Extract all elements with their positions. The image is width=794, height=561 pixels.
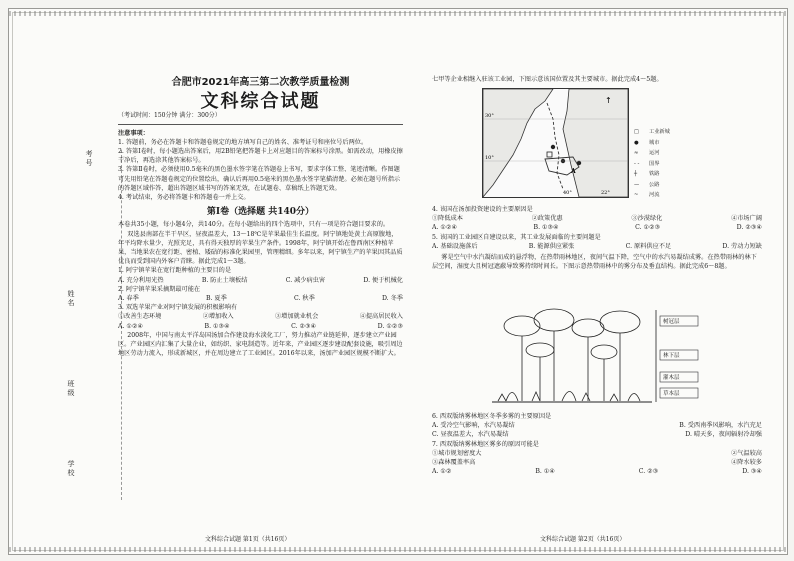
question: 5. 该国的工业园区自建设以来，其工业发展面临的主要问题是 (432, 233, 601, 241)
note-item: 2. 答第Ⅰ卷时，每小题选出答案后，用2B铅笔把答题卡上对应题目的答案标号涂黑。如需改动，用橡皮擦干净后，再选涂其他答案标号。 (118, 148, 403, 165)
option: D. 劳动力短缺 (722, 242, 762, 250)
legend-item: — 公路 (634, 181, 660, 188)
question: 6. 西双版纳雾林地区冬季多雾的主要原因是 (432, 413, 552, 420)
legend-item: ● 城市 (634, 139, 660, 146)
option: B. 能源供应紧张 (528, 242, 575, 250)
options (432, 214, 762, 223)
binding-label-name: 姓名 (67, 290, 75, 308)
layer-label: 灌木层 (663, 375, 680, 381)
option: D. ①②③ (377, 322, 403, 330)
option: D. 冬季 (381, 295, 403, 303)
option: A. ①②④ (432, 224, 458, 232)
option: A. ①② (432, 468, 452, 476)
option: B. ①③④ (204, 322, 230, 330)
binding-label-school: 学校 (67, 460, 75, 478)
map-label: 22° (601, 190, 610, 196)
question: 3. 双选苹果产业对阿宁镇发展的积极影响有 (118, 304, 238, 312)
page-footer-right: 文科综合试题 第2页（共16页） (540, 536, 626, 543)
option: D. ②③④ (736, 224, 762, 232)
map-label: 40° (563, 190, 572, 196)
option: C. ②③④ (291, 322, 317, 330)
subject-title: 文科综合试题 (200, 91, 321, 113)
tree-crown (591, 345, 617, 359)
north-arrow-icon: ↑ (605, 96, 612, 105)
options (432, 467, 762, 476)
note-item: 3. 答第Ⅱ卷时，必须使用0.5毫米的黑色墨水签字笔在答题卷上书写，要求字体工整、笔迹清晰。作图题可先用铅笔在答题卷规定的位置绘出，确认后再用0.5毫米的黑色墨水签字笔描清楚。必须在题号所指示的答题区域作答，超出答题区域书写的答案无效，在试题卷、草稿纸上答题无效。 (118, 166, 401, 192)
legend-item: ┼ 铁路 (634, 171, 660, 177)
exam-meta: （考试时间：150分钟 满分：300分） (118, 112, 221, 120)
option: D. 晴天多，夜间辐射冷却强 (685, 431, 762, 439)
tree-crown (504, 316, 540, 336)
option: B. 夏季 (205, 295, 227, 303)
legend-item: ~ 河流 (634, 192, 660, 198)
options (118, 294, 403, 303)
options (432, 449, 762, 458)
option: A. ①②④ (118, 322, 144, 330)
note-item: 1. 答题前，务必在答题卡和答题卷规定的地方填写自己的姓名、准考证号和座位号后两位。 (118, 138, 368, 146)
legend-item: ≈ 运河 (634, 150, 660, 156)
rainforest-figure (492, 306, 702, 409)
question: 7. 西双版纳雾林地区雾多的原因可能是 (432, 440, 539, 448)
option: ②气温较高 (731, 449, 762, 457)
binding-label-exam-number: 考号 (85, 150, 93, 168)
passage: 双选县南部在半干旱区，昼夜温差大，13～18℃是苹果最佳生长温度。阿宁镇地处黄土高原腹地，年平均降水量少，光照充足，具有得天独厚的苹果生产条件。1998年，阿宁镇开始在鲁西南区种植苹果，当地果农在宽行距、密植、矮砧的标准化果园里，管理精细。多年以来，阿宁镇生产的苹果因其品质优良而受到国内外客户青睐。据此完成1～3题。 (118, 230, 403, 266)
layer-label: 草本层 (663, 391, 680, 397)
option: C. ①②③ (635, 224, 661, 232)
city-icon (577, 161, 581, 165)
option: B. ①③④ (533, 224, 559, 232)
map-label: 30° (485, 113, 494, 119)
legend-item: □ 工业新城 (634, 129, 670, 135)
page-footer-left: 文科综合试题 第1页（共16页） (205, 536, 291, 543)
right-column (432, 75, 762, 84)
options (432, 242, 762, 251)
option: D. ③④ (742, 468, 762, 476)
question: 2. 阿宁镇苹果采摘期最可能在 (118, 285, 201, 293)
option: ③增加就业机会 (275, 313, 319, 321)
option: C. ②③ (638, 468, 659, 476)
scan-edge-top (9, 11, 787, 16)
option: ①城市规划密度大 (432, 449, 482, 457)
rainforest-svg (492, 306, 702, 409)
location-map (482, 88, 629, 198)
option: ②增加收入 (202, 313, 234, 321)
option: C. 原料供应不足 (625, 242, 672, 250)
option: C. 秋季 (293, 295, 315, 303)
exam-title: 合肥市2021年高三第二次教学质量检测 (171, 77, 350, 88)
binding-label-class: 班级 (67, 380, 75, 398)
option: ④降水较多 (731, 459, 762, 467)
question: 1. 阿宁镇苹果在宽行距种植的主要目的是 (118, 267, 232, 275)
map-legend (634, 127, 670, 201)
passage: 雾是空气中水汽凝结而成的悬浮物，在热带雨林地区，夜间气温下降，空气中的水汽易凝结成雾。在热带雨林的林下层空间，湿度大且树冠遮蔽导致雾持续时间长。下图示意热带雨林中的雾分布及垂直结构。据此完成6～8题。 (432, 254, 757, 271)
question: 4. 该国在汤加投资建设的主要原因是 (432, 206, 533, 213)
option: ①改善生态环境 (118, 313, 162, 321)
passage-intro: 七甲等企业相继入驻该工业园，下图示意该国位置及其主要城市。据此完成4～5题。 (432, 76, 663, 83)
option: ①降低成本 (432, 215, 463, 223)
option: ④市场广阔 (731, 215, 762, 223)
option: B. ①④ (535, 468, 555, 476)
left-column (118, 70, 403, 358)
option: ②政策优惠 (531, 215, 563, 223)
legend-item: - - 国界 (634, 160, 660, 167)
options (432, 430, 762, 439)
tree-crown (526, 343, 554, 357)
layer-label: 林下层 (663, 353, 680, 359)
options (432, 223, 762, 232)
option: C. 昼夜温差大，水汽易凝结 (432, 431, 509, 439)
passage: 2008年，中国与南太平洋岛国汤加合作建设海水淡化工厂，努力推动产业链延伸，逐步建立产业园区。产业园区内汇集了大量企业，如纺织、家电制造等。近年来，产业园区逐步建设配套设施，吸引周边地区劳动力流入，形成新城区，并在周边建立了工业园区。2016年以来，汤加产业园区规模不断扩大。 (118, 331, 403, 358)
map-label: 10° (485, 155, 494, 161)
option: D. 便于机械化 (363, 276, 403, 284)
note-item: 4. 考试结束，务必将答题卡和答题卷一并上交。 (118, 194, 250, 202)
right-questions-a (432, 205, 762, 271)
option: ③沙漠绿化 (631, 215, 663, 223)
option: A. 受冷空气影响，水汽易凝结 (432, 422, 515, 430)
option: A. 春季 (118, 295, 139, 303)
tree-crown (600, 311, 640, 333)
option: B. 防止土壤板结 (201, 276, 248, 284)
binding-strip (66, 150, 122, 500)
right-questions-b (432, 412, 762, 476)
options (432, 421, 762, 430)
city-icon (551, 145, 555, 149)
option: ④提高居民收入 (359, 313, 403, 321)
options (118, 312, 403, 321)
tree-crown (534, 309, 574, 331)
options (118, 276, 403, 285)
tree-crown (572, 319, 604, 337)
divider (118, 124, 403, 125)
map-svg (483, 89, 628, 197)
option: ③森林覆盖率高 (432, 459, 476, 467)
map-label: A (571, 168, 576, 175)
option: C. 减少病虫害 (285, 276, 326, 284)
option: A. 基础设施落后 (432, 242, 478, 250)
options (432, 458, 762, 467)
layer-label: 树冠层 (663, 319, 680, 325)
notes-title: 注意事项： (118, 129, 149, 137)
scan-edge-bottom (9, 547, 787, 552)
option: A. 充分利用光热 (118, 276, 164, 284)
section-title: 第Ⅰ卷（选择题 共140分） (206, 207, 315, 218)
options (118, 322, 403, 331)
option: B. 受西南季风影响，水汽充足 (679, 422, 762, 430)
section-intro: 本卷共35小题，每小题4分，共140分。在每小题给出的四个选项中，只有一项是符合题目要求的。 (118, 221, 390, 229)
